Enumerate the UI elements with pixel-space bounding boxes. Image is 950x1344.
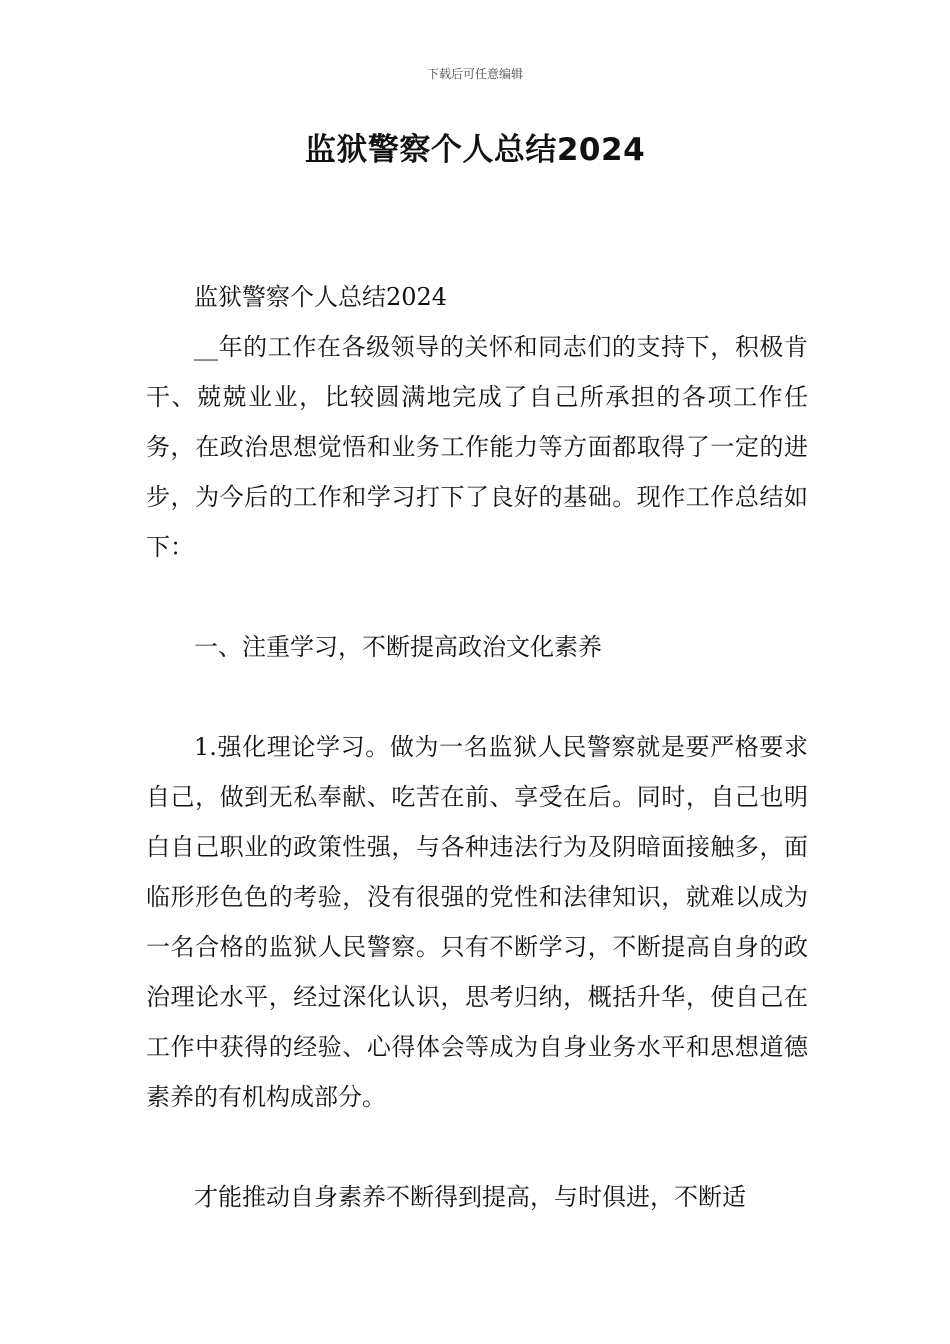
section-heading-1: 一、注重学习，不断提高政治文化素养 <box>194 633 602 661</box>
header-note: 下载后可任意编辑 <box>426 67 523 81</box>
document-title: 监狱警察个人总结2024 <box>304 132 646 168</box>
paragraph-theory-study: 1.强化理论学习。做为一名监狱人民警察就是要严格要求自己，做到无私奉献、吃苦在前、享受在后。同时，自己也明白自己职业的政策性强，与各种违法行为及阴暗面接触多，面临形形色色的考验，没有很强的党性和法律知识，就难以成为一名合格的监狱人民警察。只有不断学习，不断提高自身的政治理论水平，经过深化认识，思考归纳，概括升华，使自己在工作中获得的经验、心得体会等成为自身业务水平和思想道德素养的有机构成部分。 <box>146 733 808 1111</box>
paragraph-intro: __年的工作在各级领导的关怀和同志们的支持下，积极肯干、兢兢业业，比较圆满地完成了自己所承担的各项工作任务，在政治思想觉悟和业务工作能力等方面都取得了一定的进步，为今后的工作和学习打下了良好的基础。现作工作总结如下： <box>146 333 808 561</box>
paragraph-continued: 才能推动自身素养不断得到提高，与时俱进，不断适 <box>194 1183 746 1211</box>
paragraph-subtitle: 监狱警察个人总结2024 <box>194 283 448 311</box>
